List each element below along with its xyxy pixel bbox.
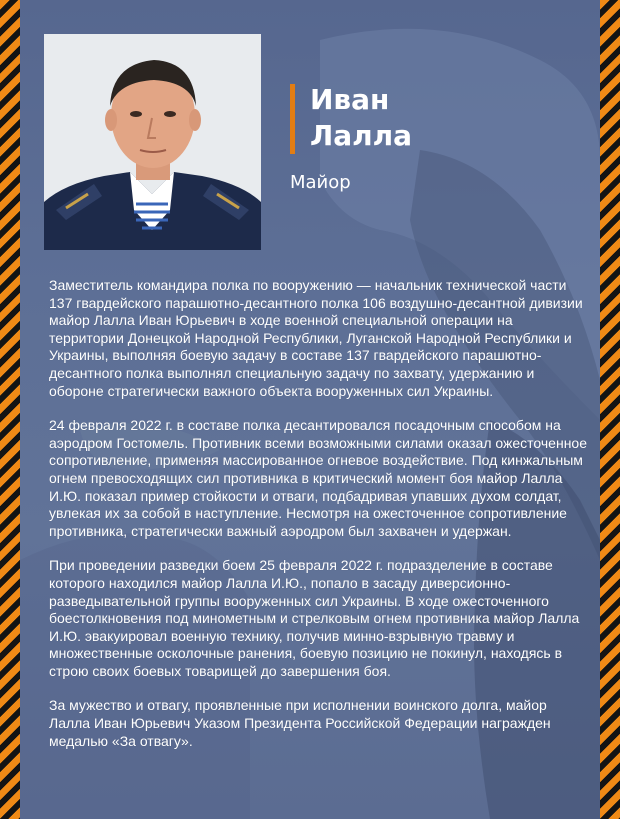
bio-paragraph: За мужество и отвагу, проявленные при исполнении воинского долга, майор Лалла Иван Юрьевич Указом Президента Российской Федерации награжден медалью «За отвагу».: [49, 697, 551, 749]
portrait-photo-icon: [44, 34, 261, 250]
person-rank: Майор: [290, 172, 351, 193]
bio-paragraph: При проведении разведки боем 25 февраля 2022 г. подразделение в составе которого находился майор Лалла И.Ю., попало в засаду диверсионно-разведывательной группы вооруженных сил Украины. В ходе ожесточенного боестолкновения под минометным и стрелковым огнем противника майор Лалла И.Ю. эвакуировал военную технику, получив минно-взрывную травму и множественные осколочные ранения, боевую позицию не покинул, находясь в строю своих боевых товарищей до завершения боя.: [49, 557, 580, 679]
bio-paragraph: Заместитель командира полка по вооружению — начальник технической части 137 гвардейского парашютно-десантного полка 106 воздушно-десантной дивизии майор Лалла Иван Юрьевич в ходе военной специальной операции на территории Донецкой Народной Республики, Луганской Народной Республики и Украины, выполняя боевую задачу в составе 137 гвардейского парашютно-десантного полка выполнял специальную задачу по захвату, удержанию и обороне стратегически важного объекта вооруженных сил Украины.: [49, 277, 583, 399]
portrait-photo: [44, 34, 261, 250]
person-name: [310, 82, 412, 154]
bio-paragraph: 24 февраля 2022 г. в составе полка десантировался посадочным способом на аэродром Гостомель. Противник всеми возможными силами оказал ожесточенное сопротивление, применяя массированное огневое воздействие. Под кинжальным огнем превосходящих сил противника в критический момент боя майор Лалла И.Ю. показал пример стойкости и отваги, подбадривая упавших духом солдат, увлекая их за собой в наступление. Несмотря на ожесточенное сопротивление противника, стратегически важный аэродром был захвачен и удержан.: [49, 417, 588, 539]
st-george-ribbon-right: [600, 0, 620, 819]
biography: [49, 277, 589, 767]
last-name: Лалла: [310, 119, 413, 152]
st-george-ribbon-left: [0, 0, 20, 819]
content-panel: [20, 0, 600, 819]
name-accent-bar: [290, 84, 295, 154]
first-name: Иван: [310, 83, 390, 116]
